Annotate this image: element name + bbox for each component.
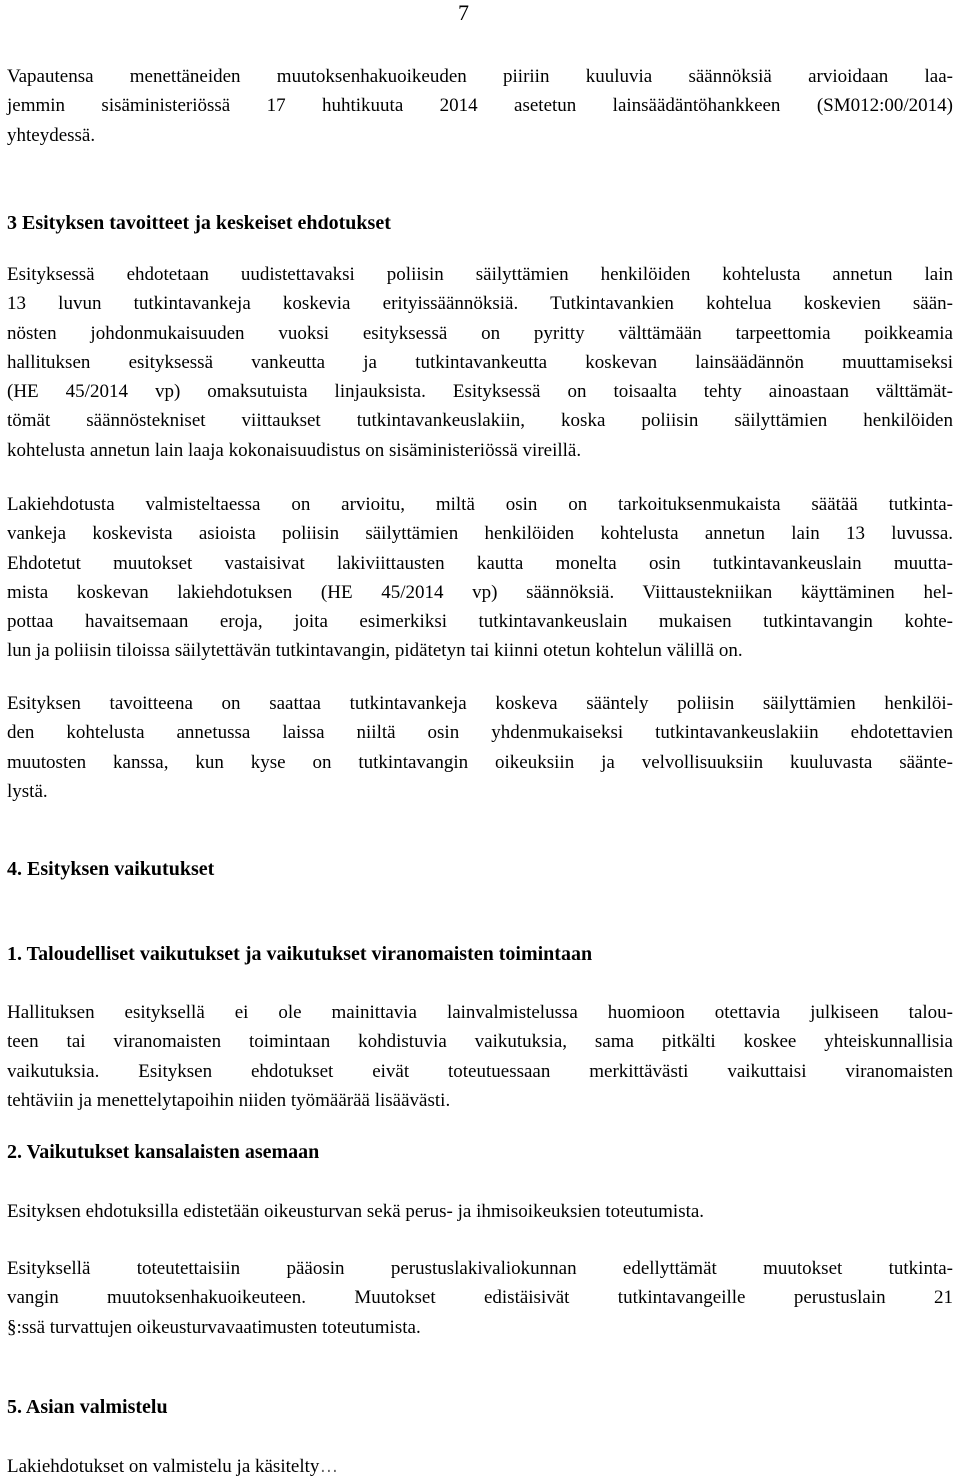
text-line: lun ja poliisin tiloissa säilytettävän tutkintavangin, pidätetyn tai kiinni otetun kohtelun välillä on. [7, 640, 743, 662]
text-line: mista koskevan lakiehdotuksen (HE 45/2014 vp) säännöksiä. Viittaustekniikan käyttäminen hel- [7, 581, 953, 603]
paragraph-2 [7, 260, 953, 465]
paragraph-6 [7, 1197, 953, 1226]
text-line: Esityksellä toteutettaisiin pääosin perustuslakivaliokunnan edellyttämät muutokset tutkinta- [7, 1258, 953, 1279]
text-line: yhteydessä. [7, 124, 96, 146]
text-line: teen tai viranomaisten toimintaan kohdistuvia vaikutuksia, sama pitkälti koskee yhteiskunnallisia [7, 1031, 953, 1053]
text-line: Esityksessä ehdotetaan uudistettavaksi poliisin säilyttämien henkilöiden kohtelusta annetun lain [7, 264, 953, 285]
page-number: 7 [458, 0, 469, 25]
text-line: Esityksen tavoitteena on saattaa tutkintavankeja koskeva sääntely poliisin säilyttämien henkilöi- [7, 693, 953, 714]
text-line: lystä. [7, 780, 48, 802]
text-line: muutosten kanssa, kun kyse on tutkintavangin oikeuksiin ja velvollisuuksiin kuuluvasta säänte- [7, 751, 953, 773]
text-line: Ehdotetut muutokset vastaisivat lakiviittausten kautta monelta osin tutkintavankeuslain muutta- [7, 552, 953, 574]
text-line: nösten johdonmukaisuuden vuoksi esityksessä on pyritty välttämään tarpeettomia poikkeamia [7, 322, 953, 344]
text-line: vaikutuksia. Esityksen ehdotukset eivät toteutuessaan merkittävästi vaikuttaisi viranomaisten [7, 1060, 953, 1082]
text-line: Vapautensa menettäneiden muutoksenhakuoikeuden piiriin kuuluvia säännöksiä arvioidaan laa- [7, 66, 953, 87]
text-line: Esityksen ehdotuksilla edistetään oikeusturvan sekä perus- ja ihmisoikeuksien toteutumista. [7, 1201, 705, 1222]
text-line: Lakiehdotusta valmisteltaessa on arvioitu, miltä osin on tarkoituksenmukaista säätää tutkinta- [7, 494, 953, 515]
text-line: (HE 45/2014 vp) omaksutuista linjauksista. Esityksessä on toisaalta tehty ainoastaan välttämät- [7, 381, 953, 403]
paragraph-7 [7, 1254, 953, 1342]
paragraph-3 [7, 490, 953, 666]
ellipsis: … [319, 1456, 339, 1477]
text-line: Hallituksen esityksellä ei ole mainittavia lainvalmistelussa huomioon otettavia julkiseen talou- [7, 1002, 953, 1023]
text-line: tömät säännöstekniset viittaukset tutkintavankeuslakiin, koska poliisin säilyttämien henkilöiden [7, 410, 953, 432]
text-line [7, 1452, 953, 1481]
heading-section-4: 4. Esityksen vaikutukset [7, 858, 215, 880]
heading-section-3: 3 Esityksen tavoitteet ja keskeiset ehdotukset [7, 212, 391, 234]
heading-section-5: 5. Asian valmistelu [7, 1396, 168, 1418]
heading-section-4-1: 1. Taloudelliset vaikutukset ja vaikutukset viranomaisten toimintaan [7, 943, 593, 965]
text-line: tehtäviin ja menettelytapoihin niiden työmäärää lisäävästi. [7, 1089, 451, 1111]
paragraph-4 [7, 689, 953, 806]
text-fragment: Lakiehdotukset on valmistelu ja käsitelty [7, 1456, 320, 1477]
paragraph-5 [7, 998, 953, 1115]
text-line: den kohtelusta annetussa laissa niiltä osin yhdenmukaiseksi tutkintavankeuslakiin ehdotettavien [7, 722, 953, 744]
text-line: 13 luvun tutkintavankeja koskevia erityissäännöksiä. Tutkintavankien kohtelua koskevien sään- [7, 293, 953, 315]
heading-section-4-2: 2. Vaikutukset kansalaisten asemaan [7, 1141, 320, 1163]
text-line: kohtelusta annetun lain laaja kokonaisuudistus on sisäministeriössä vireillä. [7, 439, 582, 461]
paragraph-1 [7, 62, 953, 150]
text-line: vankeja koskevista asioista poliisin säilyttämien henkilöiden kohtelusta annetun lain 13 luvussa. [7, 523, 953, 545]
text-line: vangin muutoksenhakuoikeuteen. Muutokset edistäisivät tutkintavangeille perustuslain 21 [7, 1287, 953, 1309]
text-line: §:ssä turvattujen oikeusturvavaatimusten toteutumista. [7, 1316, 421, 1338]
text-line: jemmin sisäministeriössä 17 huhtikuuta 2014 asetetun lainsäädäntöhankkeen (SM012:00/2014) [7, 95, 953, 117]
paragraph-8 [7, 1452, 953, 1481]
text-line: pottaa havaitsemaan eroja, joita esimerkiksi tutkintavankeuslain mukaisen tutkintavangin kohte- [7, 611, 953, 633]
text-line: hallituksen esityksessä vankeutta ja tutkintavankeutta koskevan lainsäädännön muuttamiseksi [7, 351, 953, 373]
